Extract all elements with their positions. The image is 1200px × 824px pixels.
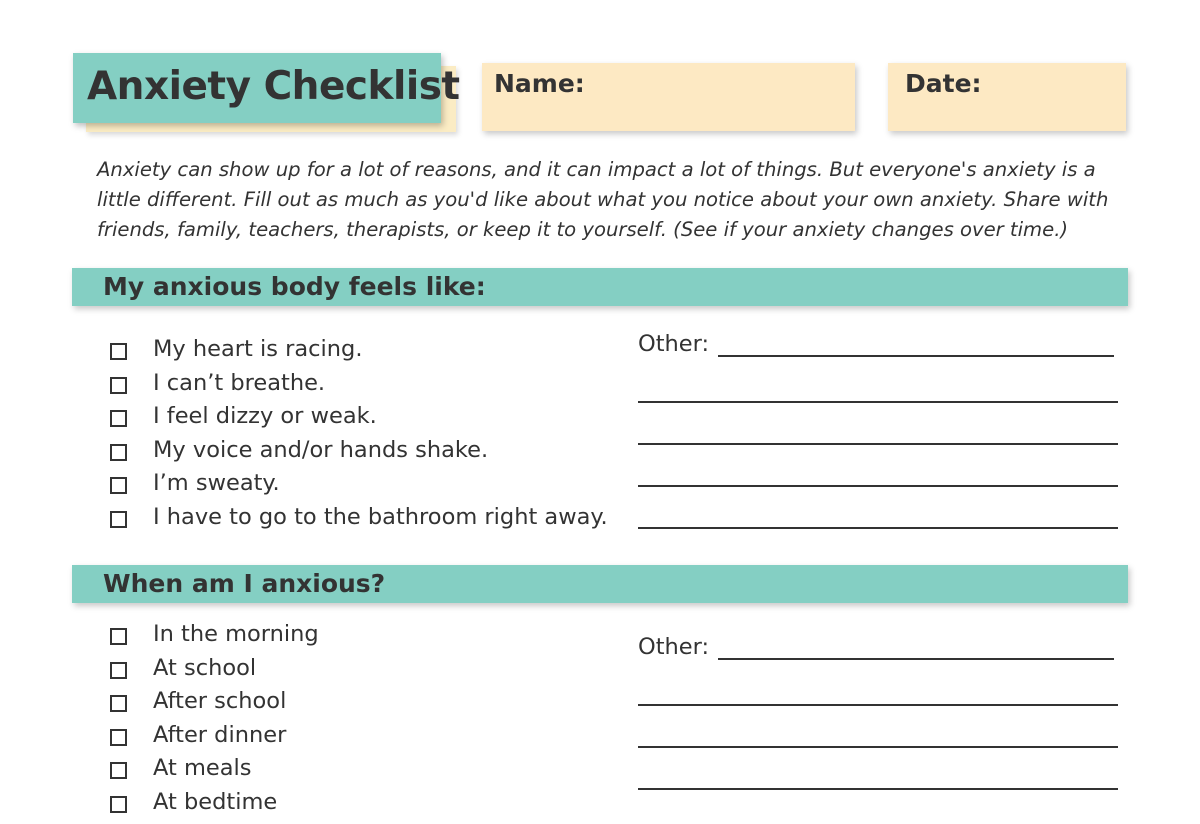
- checkbox[interactable]: [110, 662, 127, 679]
- other-row: [638, 331, 1118, 373]
- checkbox[interactable]: [110, 477, 127, 494]
- checkbox[interactable]: [110, 444, 127, 461]
- other-row: [638, 676, 1118, 718]
- intro-line: little different. Fill out as much as you'd like about what you notice about your own anxiety. Share with: [97, 188, 1109, 211]
- section-title: When am I anxious?: [103, 569, 386, 598]
- other-row: [638, 457, 1118, 499]
- section-header-body: [72, 268, 1128, 306]
- other-row: [638, 499, 1118, 541]
- checkbox[interactable]: [110, 377, 127, 394]
- checklist-item-label: My heart is racing.: [153, 336, 363, 362]
- title-panel: [73, 53, 460, 123]
- checklist-item-label: At meals: [153, 755, 252, 781]
- intro-line: friends, family, teachers, therapists, or keep it to yourself. (See if your anxiety changes over time.): [97, 218, 1069, 241]
- write-line[interactable]: [638, 415, 1118, 445]
- other-label: Other:: [638, 634, 710, 660]
- checkbox[interactable]: [110, 695, 127, 712]
- write-line[interactable]: [638, 499, 1118, 529]
- checklist-item-label: I can’t breathe.: [153, 369, 326, 396]
- checklist-item-label: I feel dizzy or weak.: [153, 403, 377, 429]
- name-field[interactable]: [482, 63, 855, 131]
- other-write-line[interactable]: [718, 658, 1114, 660]
- checkbox[interactable]: [110, 343, 127, 360]
- write-line[interactable]: [638, 718, 1118, 748]
- other-write-line[interactable]: [718, 355, 1114, 357]
- intro-line: Anxiety can show up for a lot of reasons, and it can impact a lot of things. But everyone's anxiety is a: [97, 158, 1096, 181]
- other-row: [638, 415, 1118, 457]
- checkbox[interactable]: [110, 511, 127, 528]
- intro-paragraph: [97, 155, 1109, 245]
- write-line[interactable]: [638, 760, 1118, 790]
- other-row: [638, 760, 1118, 802]
- page-title: Anxiety Checklist: [87, 64, 460, 109]
- other-row: [638, 634, 1118, 676]
- checklist-item-label: After dinner: [153, 721, 287, 748]
- checkbox[interactable]: [110, 729, 127, 746]
- checkbox[interactable]: [110, 628, 127, 645]
- checklist-item-label: At school: [153, 654, 257, 681]
- checkbox[interactable]: [110, 796, 127, 813]
- checklist-item-label: My voice and/or hands shake.: [153, 436, 489, 463]
- other-lines-when: [638, 634, 1118, 802]
- checklist-item-label: I have to go to the bathroom right away.: [153, 503, 608, 530]
- write-line[interactable]: [638, 457, 1118, 487]
- name-label: Name:: [494, 69, 585, 98]
- checklist-item-label: At bedtime: [153, 788, 278, 815]
- other-row: [638, 718, 1118, 760]
- date-label: Date:: [905, 69, 982, 98]
- checklist-item-label: I’m sweaty.: [153, 470, 280, 496]
- write-line[interactable]: [638, 676, 1118, 706]
- checklist-item-label: After school: [153, 688, 287, 714]
- other-row: [638, 373, 1118, 415]
- section-title: My anxious body feels like:: [103, 272, 486, 301]
- other-lines-body: [638, 331, 1118, 541]
- date-field[interactable]: [888, 63, 1126, 131]
- checkbox[interactable]: [110, 762, 127, 779]
- checklist-item-label: In the morning: [153, 621, 319, 647]
- section-header-when: [72, 565, 1128, 603]
- write-line[interactable]: [638, 373, 1118, 403]
- checkbox[interactable]: [110, 410, 127, 427]
- other-label: Other:: [638, 331, 710, 357]
